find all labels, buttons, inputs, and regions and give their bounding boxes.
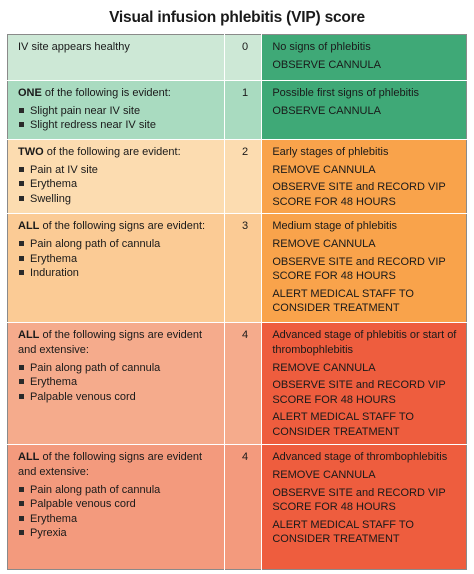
table-row [8, 81, 467, 140]
score-cell: 1 [224, 81, 261, 140]
stage-description: Early stages of phlebitis [272, 146, 389, 158]
list-item: Erythema [18, 512, 218, 527]
stage-description: No signs of phlebitis [272, 41, 371, 53]
list-item: Pain along path of cannula [18, 361, 218, 376]
table-row [8, 323, 467, 445]
signs-lead-emphasis: ALL [18, 220, 40, 233]
vip-table-body [8, 35, 467, 570]
signs-cell [8, 214, 225, 323]
action-instruction: REMOVE CANNULA [272, 468, 376, 481]
signs-list [18, 483, 218, 541]
table-row [8, 35, 467, 81]
signs-lead-emphasis: ALL [18, 329, 40, 342]
stage-description: Advanced stage of phlebitis or start of thrombophlebitis [272, 329, 457, 356]
list-item: Pain at IV site [18, 163, 218, 178]
action-cell [262, 81, 467, 140]
stage-description: Medium stage of phlebitis [272, 220, 398, 233]
score-cell: 3 [224, 214, 261, 323]
action-cell [262, 214, 467, 323]
list-item: Slight pain near IV site [18, 104, 218, 119]
action-cell [262, 323, 467, 445]
action-instruction: OBSERVE SITE and RECORD VIP SCORE FOR 48 HOURS [272, 379, 446, 406]
signs-cell [8, 35, 225, 81]
action-instruction: ALERT MEDICAL STAFF TO CONSIDER TREATMENT [272, 411, 414, 438]
page-title: Visual infusion phlebitis (VIP) score [109, 9, 365, 26]
signs-lead [18, 219, 218, 234]
list-item: Erythema [18, 177, 218, 192]
signs-list [18, 237, 218, 281]
action-instruction: ALERT MEDICAL STAFF TO CONSIDER TREATMENT [272, 518, 414, 546]
action-instruction: OBSERVE SITE and RECORD VIP SCORE FOR 48 HOURS [272, 181, 446, 208]
action-cell [262, 445, 467, 570]
list-item: Pain along path of cannula [18, 483, 218, 498]
list-item: Induration [18, 266, 218, 281]
list-item: Pain along path of cannula [18, 237, 218, 252]
score-cell: 0 [224, 35, 261, 81]
action-instruction: ALERT MEDICAL STAFF TO CONSIDER TREATMENT [272, 287, 414, 315]
signs-lead-text: of the following are evident: [43, 146, 181, 158]
signs-lead [18, 40, 218, 55]
action-instruction: REMOVE CANNULA [272, 163, 376, 176]
list-item: Swelling [18, 192, 218, 207]
signs-lead-emphasis: TWO [18, 146, 44, 158]
table-row [8, 140, 467, 214]
signs-lead-text: IV site appears healthy [18, 41, 130, 53]
signs-lead [18, 145, 218, 160]
signs-lead-text: of the following signs are evident: [39, 220, 206, 233]
signs-lead-emphasis: ONE [18, 87, 42, 99]
action-instruction: OBSERVE CANNULA [272, 104, 381, 117]
signs-list [18, 104, 218, 133]
signs-lead-text: of the following signs are evident and extensive: [18, 329, 203, 356]
action-instruction: REMOVE CANNULA [272, 361, 376, 374]
action-instruction: OBSERVE SITE and RECORD VIP SCORE FOR 48 HOURS [272, 255, 446, 283]
signs-lead [18, 86, 218, 101]
signs-cell [8, 323, 225, 445]
list-item: Palpable venous cord [18, 497, 218, 512]
table-row [8, 214, 467, 323]
list-item: Erythema [18, 375, 218, 390]
signs-lead [18, 450, 218, 479]
table-row [8, 445, 467, 570]
signs-lead-emphasis: ALL [18, 451, 40, 464]
signs-list [18, 361, 218, 405]
list-item: Slight redress near IV site [18, 118, 218, 133]
vip-score-table [7, 34, 467, 570]
action-cell [262, 140, 467, 214]
action-cell [262, 35, 467, 81]
signs-lead [18, 328, 218, 357]
signs-lead-text: of the following is evident: [41, 87, 171, 99]
list-item: Palpable venous cord [18, 390, 218, 405]
signs-cell [8, 81, 225, 140]
action-instruction: OBSERVE SITE and RECORD VIP SCORE FOR 48 HOURS [272, 486, 446, 514]
list-item: Erythema [18, 252, 218, 267]
signs-cell [8, 140, 225, 214]
signs-cell [8, 445, 225, 570]
signs-lead-text: of the following signs are evident and extensive: [18, 451, 203, 478]
action-instruction: REMOVE CANNULA [272, 237, 376, 250]
stage-description: Possible first signs of phlebitis [272, 87, 420, 99]
action-instruction: OBSERVE CANNULA [272, 58, 381, 71]
stage-description: Advanced stage of thrombophlebitis [272, 451, 448, 464]
score-cell: 2 [224, 140, 261, 214]
score-cell: 4 [224, 323, 261, 445]
signs-list [18, 163, 218, 207]
score-cell: 4 [224, 445, 261, 570]
list-item: Pyrexia [18, 526, 218, 541]
